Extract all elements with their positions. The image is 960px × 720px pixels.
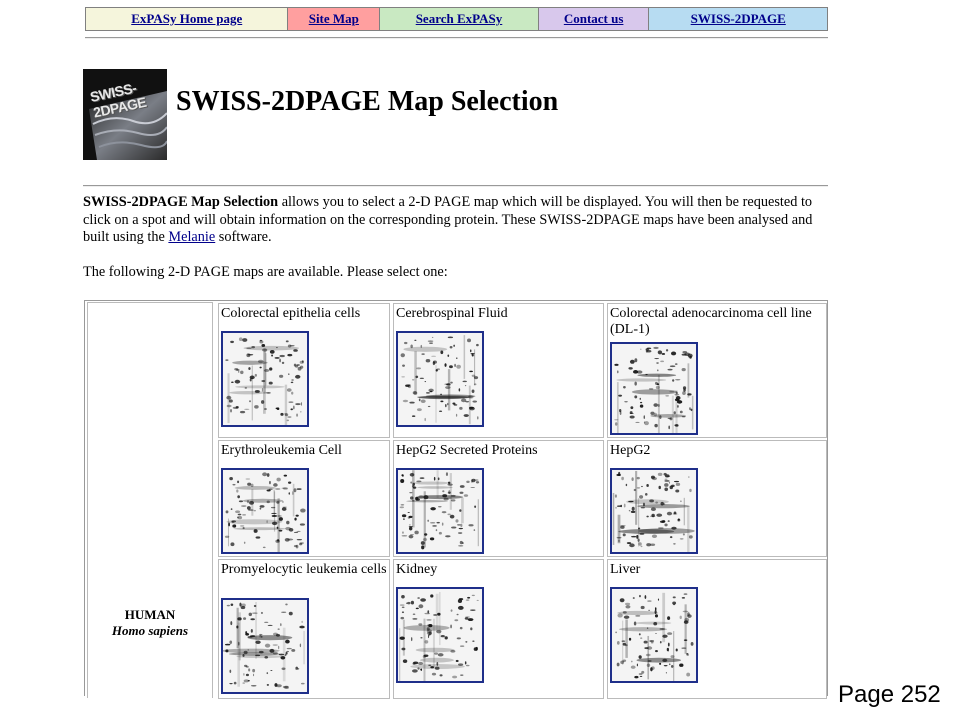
map-label: Liver	[610, 562, 641, 577]
page-title: SWISS-2DPAGE Map Selection	[176, 86, 559, 117]
selection-prompt: The following 2-D PAGE maps are available. Please select one:	[83, 264, 448, 280]
logo-text: SWISS-2DPAGE	[88, 79, 148, 121]
gel-spots	[398, 470, 482, 552]
gel-spots	[612, 344, 696, 433]
gel-thumbnail[interactable]	[396, 587, 484, 683]
map-cell-hepg2[interactable]	[607, 440, 827, 557]
intro-bold-lead: SWISS-2DPAGE Map Selection	[83, 194, 279, 210]
map-label: HepG2 Secreted Proteins	[396, 443, 538, 458]
map-label: Colorectal adenocarcinoma cell line (DL-1)	[610, 306, 812, 337]
map-cell-liver[interactable]	[607, 559, 827, 699]
map-cell-hepg2-secreted-proteins[interactable]	[393, 440, 604, 557]
melanie-link[interactable]: Melanie	[168, 229, 216, 245]
gel-spots	[223, 600, 307, 692]
gel-spots	[223, 470, 307, 552]
map-cell-colorectal-adenocarcinoma-cell-line-dl-1[interactable]	[607, 303, 827, 438]
map-cell-cerebrospinal-fluid[interactable]	[393, 303, 604, 438]
map-label: Erythroleukemia Cell	[221, 443, 342, 458]
gel-spots	[223, 333, 307, 425]
gel-thumbnail[interactable]	[396, 331, 484, 427]
nav-link-swiss-2dpage[interactable]: SWISS-2DPAGE	[649, 8, 827, 30]
gel-thumbnail[interactable]	[221, 468, 309, 554]
nav-link-search-expasy[interactable]: Search ExPASy	[380, 8, 539, 30]
nav-link-site-map[interactable]: Site Map	[288, 8, 380, 30]
map-label: Cerebrospinal Fluid	[396, 306, 508, 321]
map-cell-erythroleukemia-cell[interactable]	[218, 440, 390, 557]
nav-divider	[85, 37, 828, 39]
map-cell-promyelocytic-leukemia-cells[interactable]	[218, 559, 390, 699]
swiss-2dpage-logo	[83, 69, 167, 160]
gel-thumbnail[interactable]	[610, 587, 698, 683]
nav-link-contact-us[interactable]: Contact us	[539, 8, 650, 30]
map-cell-kidney[interactable]	[393, 559, 604, 699]
map-label: HepG2	[610, 443, 651, 458]
map-label: Colorectal epithelia cells	[221, 306, 361, 321]
gel-spots	[398, 333, 482, 425]
nav-link-expasy-home-page[interactable]: ExPASy Home page	[86, 8, 288, 30]
gel-thumbnail[interactable]	[221, 598, 309, 694]
gel-thumbnail[interactable]	[610, 468, 698, 554]
page-number: Page 252	[838, 681, 941, 708]
species-latin-name: Homo sapiens	[111, 623, 189, 638]
map-label: Promyelocytic leukemia cells	[221, 562, 387, 577]
gel-thumbnail[interactable]	[396, 468, 484, 554]
header-divider	[83, 185, 828, 187]
gel-thumbnail[interactable]	[221, 331, 309, 427]
top-navigation-bar	[85, 7, 828, 31]
intro-text-2: software.	[215, 229, 272, 245]
intro-text-1: allows you to select a 2-D PAGE map which will be displayed. You will then be requested to click on a spot and will obtain information on the corresponding protein. These SWISS-2DPAGE maps have been analysed and built using the	[83, 194, 813, 245]
gel-thumbnail[interactable]	[610, 342, 698, 435]
gel-spots	[612, 589, 696, 681]
map-cell-colorectal-epithelia-cells[interactable]	[218, 303, 390, 438]
intro-paragraph	[83, 194, 833, 247]
species-label	[87, 607, 213, 639]
map-label: Kidney	[396, 562, 438, 577]
gel-spots	[612, 470, 696, 552]
species-common-name: HUMAN	[124, 607, 176, 622]
gel-spots	[398, 589, 482, 681]
